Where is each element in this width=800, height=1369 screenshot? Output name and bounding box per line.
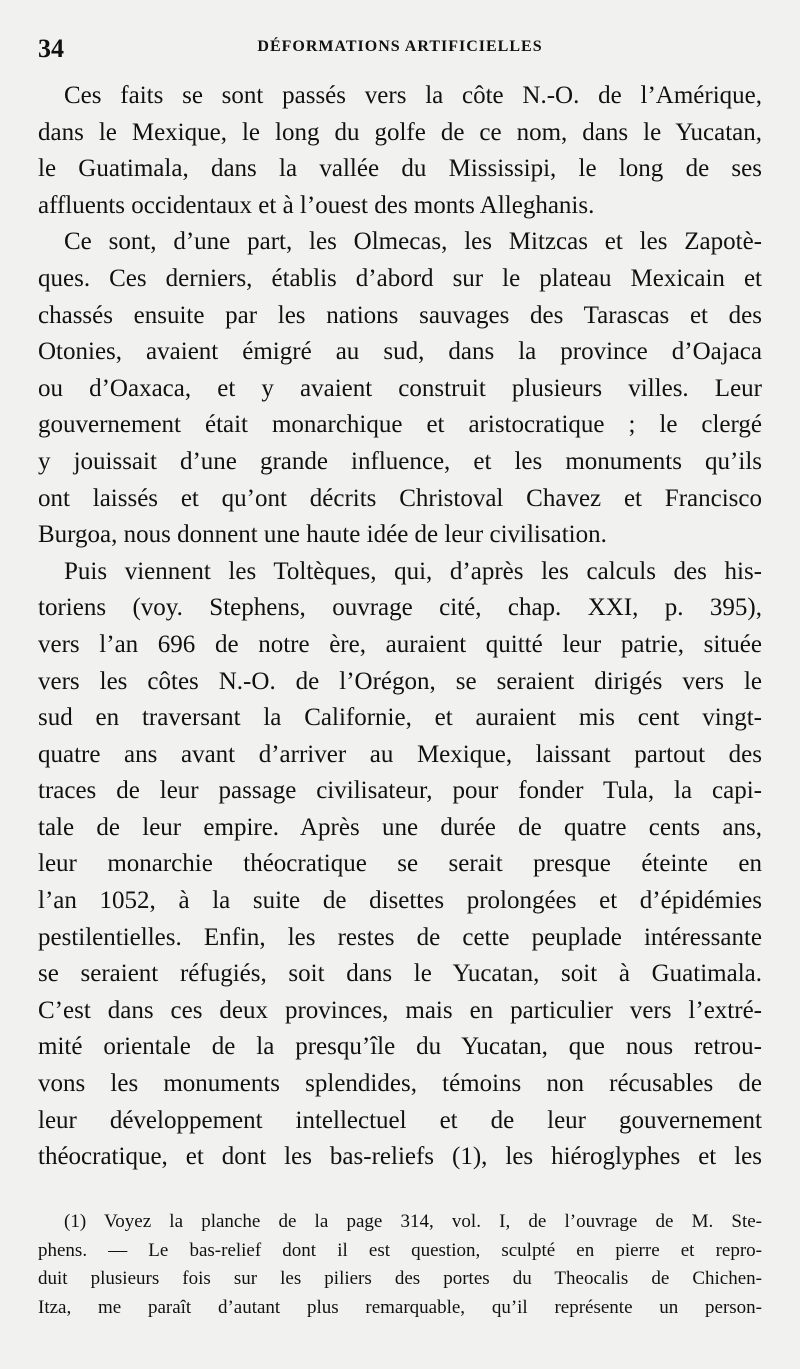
text-line: le Guatimala, dans la vallée du Mississipi, le long de ses	[38, 155, 762, 183]
footnotes	[38, 1208, 762, 1322]
text-line: mité orientale de la presqu’île du Yucatan, que nous retrou-	[38, 1033, 762, 1061]
footnote-line: (1) Voyez la planche de la page 314, vol. I, de l’ouvrage de M. Ste-	[64, 1211, 762, 1232]
footnote-line: duit plusieurs fois sur les piliers des portes du Theocalis de Chichen-	[38, 1268, 762, 1289]
text-line: toriens (voy. Stephens, ouvrage cité, chap. XXI, p. 395),	[38, 594, 762, 622]
text-line: Burgoa, nous donnent une haute idée de leur civilisation.	[38, 521, 607, 549]
text-line: gouvernement était monarchique et aristocratique ; le clergé	[38, 411, 762, 439]
text-line: traces de leur passage civilisateur, pour fonder Tula, la capi-	[38, 777, 762, 805]
text-line: vers l’an 696 de notre ère, auraient quitté leur patrie, située	[38, 630, 762, 658]
text-line: vers les côtes N.-O. de l’Orégon, se seraient dirigés vers le	[38, 667, 762, 695]
text-line: l’an 1052, à la suite de disettes prolongées et d’épidémies	[38, 887, 762, 915]
text-line: affluents occidentaux et à l’ouest des monts Alleghanis.	[38, 191, 595, 219]
page-number: 34	[38, 34, 64, 63]
text-line: Otonies, avaient émigré au sud, dans la province d’Oajaca	[38, 338, 762, 366]
text-line: ont laissés et qu’ont décrits Christoval Chavez et Francisco	[38, 484, 762, 512]
text-line: chassés ensuite par les nations sauvages des Tarascas et des	[38, 301, 762, 329]
text-line: Ce sont, d’une part, les Olmecas, les Mitzcas et les Zapotè-	[64, 228, 762, 256]
text-line: tale de leur empire. Après une durée de quatre cents ans,	[38, 813, 762, 841]
text-line: ques. Ces derniers, établis d’abord sur le plateau Mexicain et	[38, 264, 762, 292]
text-line: dans le Mexique, le long du golfe de ce nom, dans le Yucatan,	[38, 118, 762, 146]
text-line: y jouissait d’une grande influence, et les monuments qu’ils	[38, 447, 762, 475]
page-header	[38, 34, 762, 64]
text-line: sud en traversant la Californie, et auraient mis cent vingt-	[38, 704, 762, 732]
text-line: Puis viennent les Toltèques, qui, d’après les calculs des his-	[64, 557, 762, 585]
footnote-line: Itza, me paraît d’autant plus remarquable, qu’il représente un person-	[38, 1296, 762, 1318]
text-line: se seraient réfugiés, soit dans le Yucatan, soit à Guatimala.	[38, 960, 762, 988]
text-line: ou d’Oaxaca, et y avaient construit plusieurs villes. Leur	[38, 374, 762, 402]
text-line: vons les monuments splendides, témoins non récusables de	[38, 1070, 762, 1098]
text-line: Ces faits se sont passés vers la côte N.-O. de l’Amérique,	[64, 82, 762, 109]
text-line: leur monarchie théocratique se serait presque éteinte en	[38, 850, 762, 878]
body-text	[38, 78, 762, 1176]
text-line: quatre ans avant d’arriver au Mexique, laissant partout des	[38, 740, 762, 768]
text-line: théocratique, et dont les bas-reliefs (1), les hiéroglyphes et les	[38, 1143, 762, 1171]
running-title: DÉFORMATIONS ARTIFICIELLES	[257, 38, 543, 55]
footnote-line: phens. — Le bas-relief dont il est question, sculpté en pierre et repro-	[38, 1239, 762, 1261]
text-line: pestilentielles. Enfin, les restes de cette peuplade intéressante	[38, 923, 762, 951]
text-line: C’est dans ces deux provinces, mais en particulier vers l’extré-	[38, 996, 762, 1024]
text-line: leur développement intellectuel et de leur gouvernement	[38, 1106, 762, 1134]
